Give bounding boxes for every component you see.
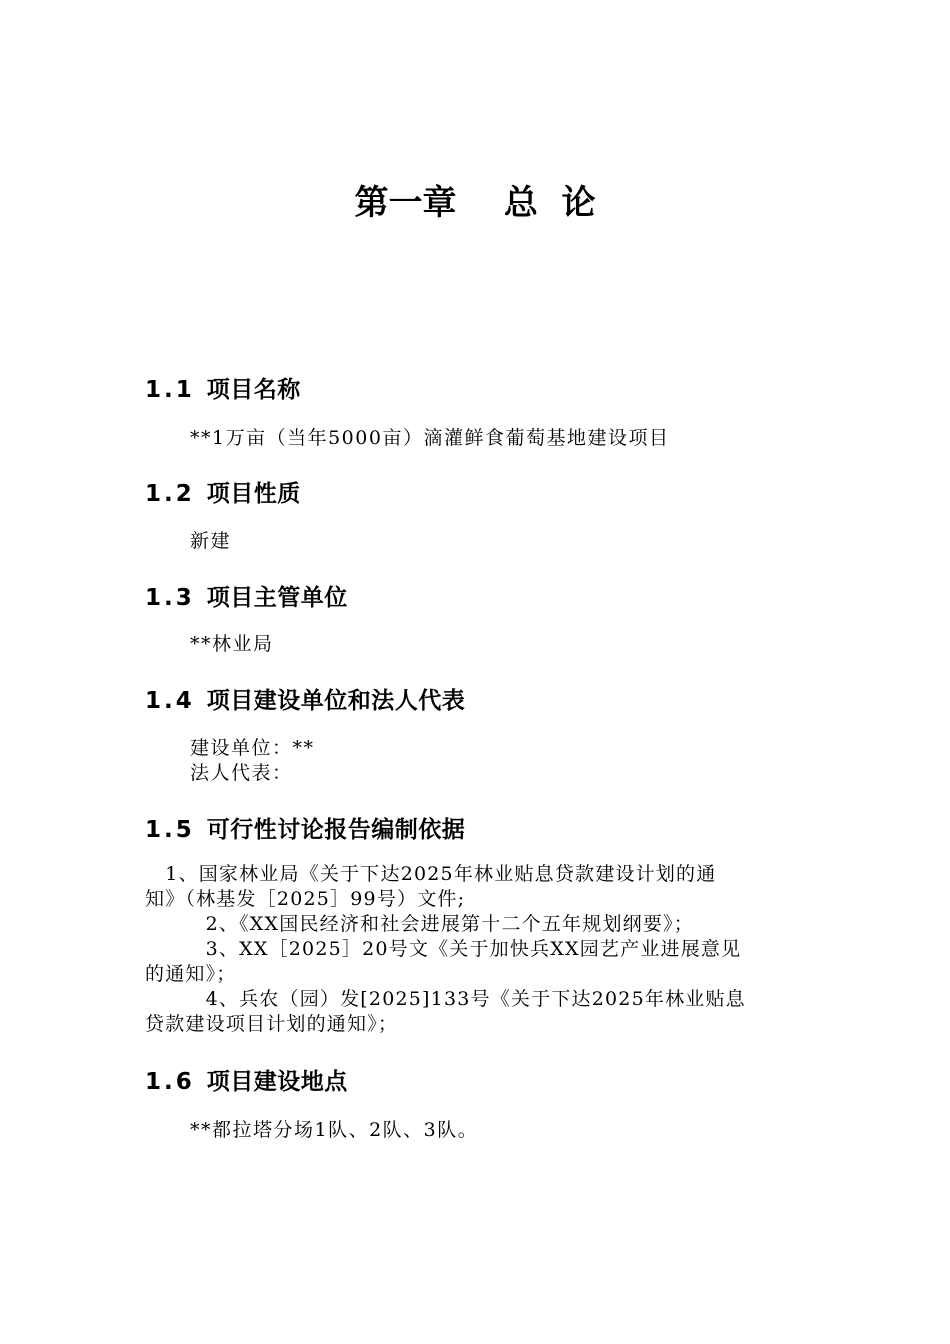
- basis-line: 知》（林基发［2025］99号）文件;: [145, 888, 466, 910]
- section-heading-1-3: [145, 582, 348, 614]
- basis-list: [145, 862, 810, 1037]
- construction-location-text: **都拉塔分场1队、2队、3队。: [190, 1119, 479, 1141]
- section-heading-1-2: [145, 478, 301, 510]
- section-number: 1.6: [145, 1069, 195, 1095]
- basis-line: 贷款建设项目计划的通知》；: [145, 1013, 399, 1035]
- section-heading-1-4: [145, 685, 465, 717]
- construction-unit-text: 建设单位：**: [190, 737, 315, 759]
- basis-line: 1、国家林业局《关于下达2025年林业贴息贷款建设计划的通: [145, 863, 717, 885]
- basis-line: 2、《XX国民经济和社会进展第十二个五年规划纲要》；: [145, 913, 694, 935]
- supervising-unit-text: **林业局: [190, 633, 274, 655]
- section-heading-1-1: [145, 374, 301, 406]
- section-title: 项目建设地点: [206, 1069, 348, 1095]
- section-number: 1.3: [145, 585, 195, 611]
- section-number: 1.4: [145, 688, 195, 714]
- section-title: 可行性讨论报告编制依据: [206, 817, 466, 843]
- basis-line: 4、兵农（园）发[2025]133号《关于下达2025年林业贴息: [145, 988, 746, 1010]
- legal-representative-text: 法人代表：: [190, 762, 293, 784]
- section-title: 项目主管单位: [206, 585, 348, 611]
- section-number: 1.1: [145, 377, 195, 403]
- chapter-title: 第一章 总 论: [354, 183, 596, 223]
- basis-line: 的通知》；: [145, 963, 237, 985]
- section-heading-1-5: [145, 814, 465, 846]
- section-number: 1.5: [145, 817, 195, 843]
- section-heading-1-6: [145, 1066, 348, 1098]
- section-title: 项目名称: [206, 377, 301, 403]
- basis-line: 3、XX［2025］20号文《关于加快兵XX园艺产业进展意见: [145, 938, 742, 960]
- section-title: 项目性质: [206, 481, 301, 507]
- project-name-text: **1万亩（当年5000亩）滴灌鲜食葡萄基地建设项目: [190, 427, 670, 449]
- section-title: 项目建设单位和法人代表: [206, 688, 466, 714]
- project-nature-text: 新建: [190, 530, 232, 552]
- section-number: 1.2: [145, 481, 195, 507]
